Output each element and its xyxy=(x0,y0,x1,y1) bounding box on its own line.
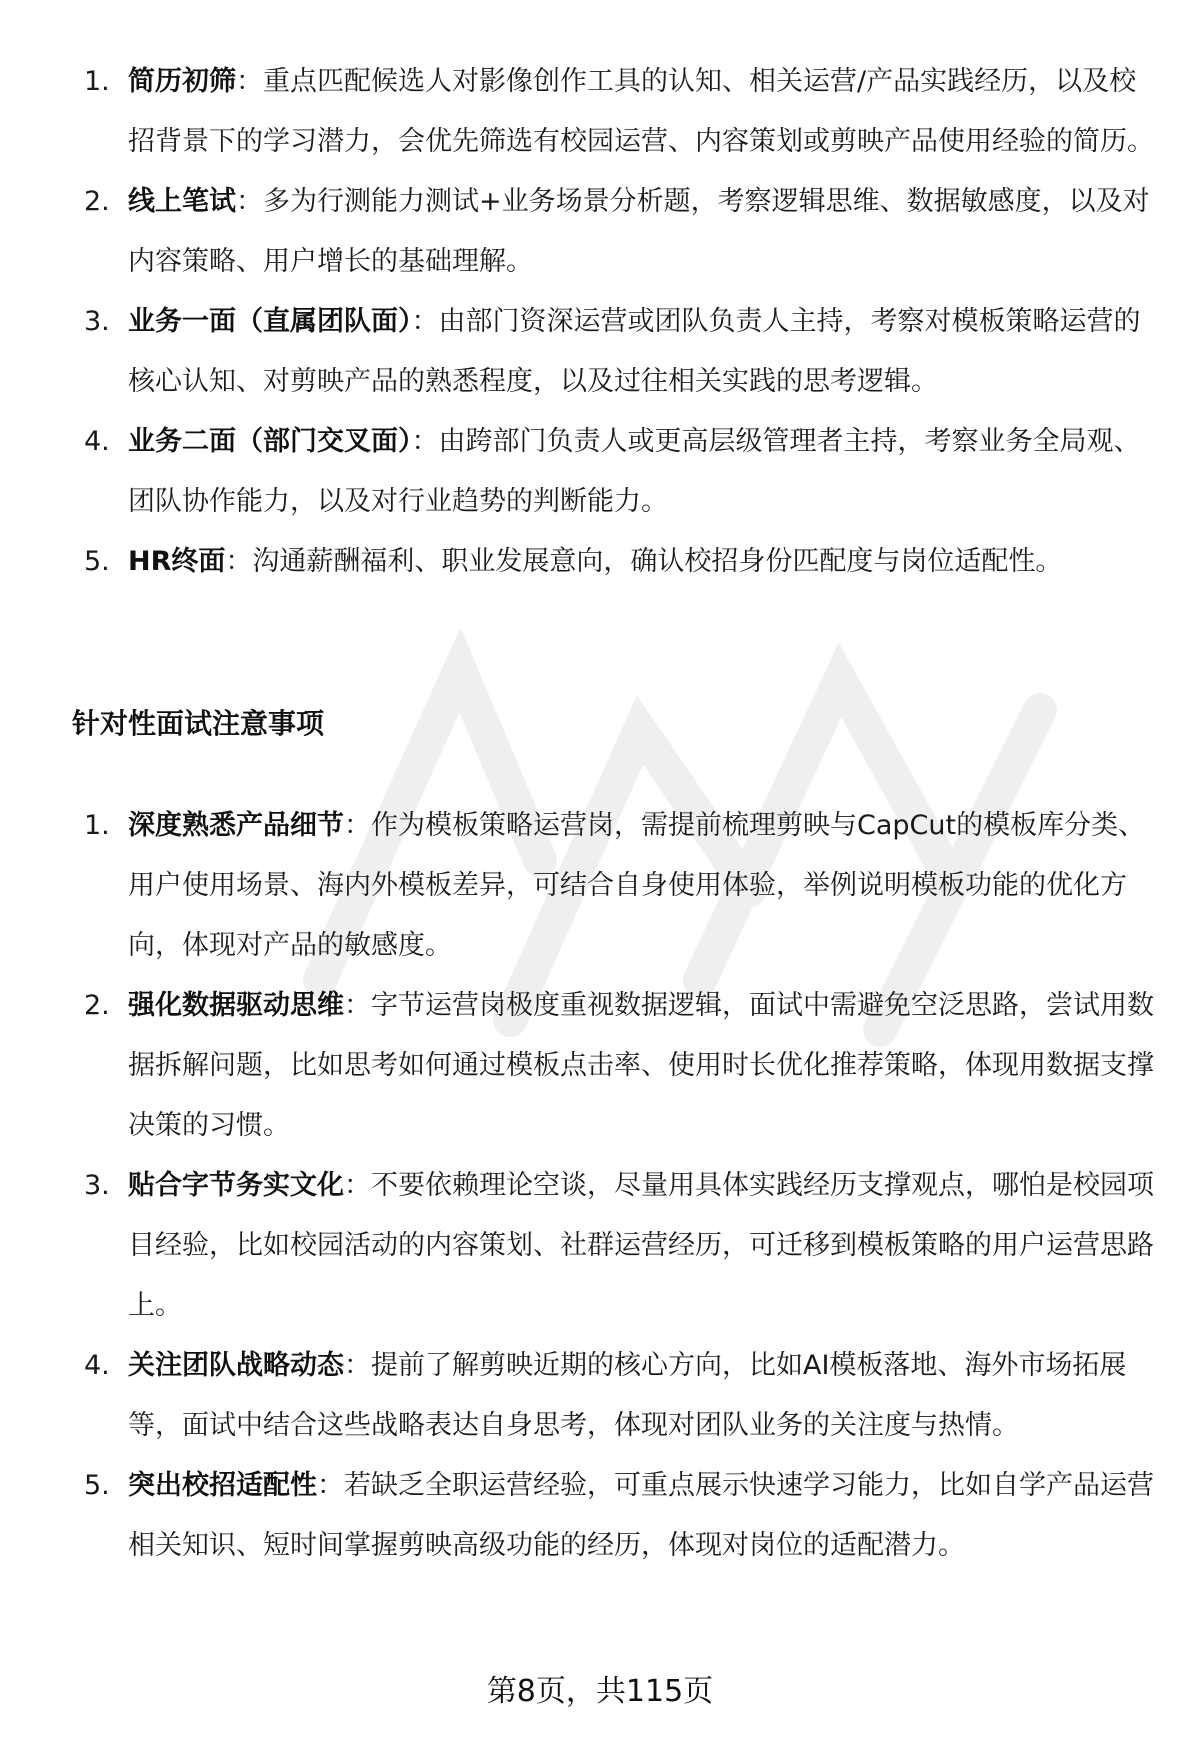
list-term: 强化数据驱动思维 xyxy=(128,990,344,1021)
list-item xyxy=(0,412,1200,532)
list-text: ：由部门资深运营或团队负责人主持，考察对模板策略运营的核心认知、对剪映产品的熟悉程度，以及过往相关实践的思考逻辑。 xyxy=(128,306,1141,397)
list-text: ：重点匹配候选人对影像创作工具的认知、相关运营/产品实践经历，以及校招背景下的学习潜力，会优先筛选有校园运营、内容策划或剪映产品使用经验的简历。 xyxy=(128,66,1154,157)
list-text: ：不要依赖理论空谈，尽量用具体实践经历支撑观点，哪怕是校园项目经验，比如校园活动的内容策划、社群运营经历，可迁移到模板策略的用户运营思路上。 xyxy=(128,1170,1154,1321)
list-number: 5. xyxy=(84,1470,110,1501)
list-term: 突出校招适配性 xyxy=(128,1470,317,1501)
section-heading: 针对性面试注意事项 xyxy=(72,707,325,740)
list-text: ：字节运营岗极度重视数据逻辑，面试中需避免空泛思路，尝试用数据拆解问题，比如思考如何通过模板点击率、使用时长优化推荐策略，体现用数据支撑决策的习惯。 xyxy=(128,990,1154,1141)
list-number: 1. xyxy=(84,66,110,97)
list-number: 4. xyxy=(84,426,110,457)
list-term: 简历初筛 xyxy=(128,66,236,97)
list-item xyxy=(0,796,1200,976)
list-item xyxy=(0,172,1200,292)
list-term: 关注团队战略动态 xyxy=(128,1350,344,1381)
list-number: 5. xyxy=(84,546,110,577)
list-item xyxy=(0,976,1200,1156)
list-number: 1. xyxy=(84,810,110,841)
list-term: 深度熟悉产品细节 xyxy=(128,810,344,841)
list-text: ：若缺乏全职运营经验，可重点展示快速学习能力，比如自学产品运营相关知识、短时间掌握剪映高级功能的经历，体现对岗位的适配潜力。 xyxy=(128,1470,1154,1561)
list-text: ：提前了解剪映近期的核心方向，比如AI模板落地、海外市场拓展等，面试中结合这些战略表达自身思考，体现对团队业务的关注度与热情。 xyxy=(128,1350,1127,1441)
list-text: ：沟通薪酬福利、职业发展意向，确认校招身份匹配度与岗位适配性。 xyxy=(225,546,1063,577)
list-item xyxy=(0,1336,1200,1456)
list-item xyxy=(0,1456,1200,1576)
list-term: 业务一面（直属团队面） xyxy=(128,306,412,337)
list-item xyxy=(0,1156,1200,1336)
list-text: ：由跨部门负责人或更高层级管理者主持，考察业务全局观、团队协作能力，以及对行业趋势的判断能力。 xyxy=(128,426,1141,517)
list-item xyxy=(0,532,1200,592)
list-item xyxy=(0,292,1200,412)
list-term: 贴合字节务实文化 xyxy=(128,1170,344,1201)
list-term: 线上笔试 xyxy=(128,186,236,217)
page-number: 第8页，共115页 xyxy=(486,1674,714,1709)
list-text: ：作为模板策略运营岗，需提前梳理剪映与CapCut的模板库分类、用户使用场景、海内外模板差异，可结合自身使用体验，举例说明模板功能的优化方向，体现对产品的敏感度。 xyxy=(128,810,1146,961)
list-term: 业务二面（部门交叉面） xyxy=(128,426,412,457)
list-number: 2. xyxy=(84,186,110,217)
list-number: 4. xyxy=(84,1350,110,1381)
list-text: ：多为行测能力测试+业务场景分析题，考察逻辑思维、数据敏感度，以及对内容策略、用户增长的基础理解。 xyxy=(128,186,1150,277)
interview-process-list xyxy=(0,52,1200,592)
list-number: 2. xyxy=(84,990,110,1021)
interview-tips-list xyxy=(0,796,1200,1576)
list-item xyxy=(0,52,1200,172)
list-number: 3. xyxy=(84,1170,110,1201)
list-term: HR终面 xyxy=(128,546,226,577)
list-number: 3. xyxy=(84,306,110,337)
